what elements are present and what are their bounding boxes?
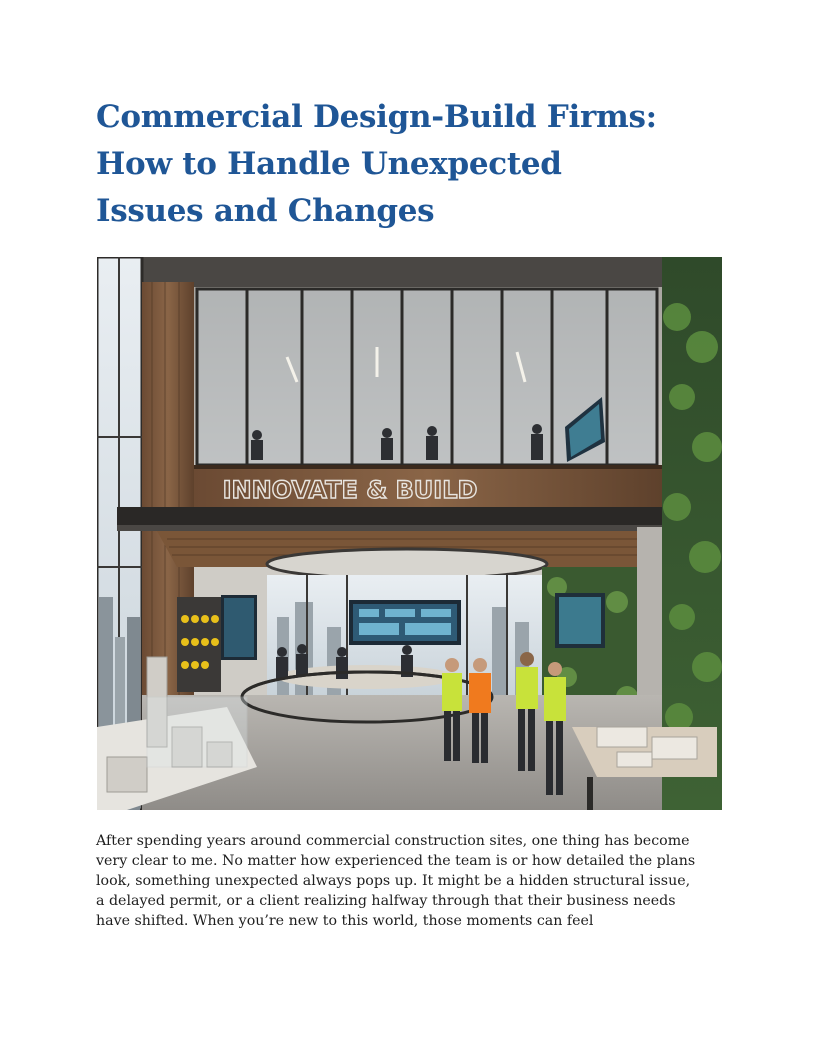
title-line-3: Issues and Changes — [96, 193, 435, 229]
intro-line-4: a delayed permit, or a client realizing halfway through that their business needs — [96, 893, 676, 909]
innovate-build-sign: INNOVATE & BUILD — [222, 476, 478, 504]
office-interior-illustration — [97, 257, 722, 810]
intro-line-3: look, something unexpected always pops up. It might be a hidden structural issue, — [96, 873, 691, 889]
intro-line-1: After spending years around commercial construction sites, one thing has become — [96, 833, 690, 849]
article-title — [96, 94, 736, 235]
intro-paragraph — [96, 831, 721, 931]
intro-line-2: very clear to me. No matter how experienced the team is or how detailed the plans — [96, 853, 696, 869]
hero-image — [97, 257, 722, 810]
title-line-2: How to Handle Unexpected — [96, 146, 562, 182]
intro-line-5: have shifted. When you’re new to this world, those moments can feel — [96, 913, 594, 929]
title-line-1: Commercial Design-Build Firms: — [96, 99, 657, 135]
